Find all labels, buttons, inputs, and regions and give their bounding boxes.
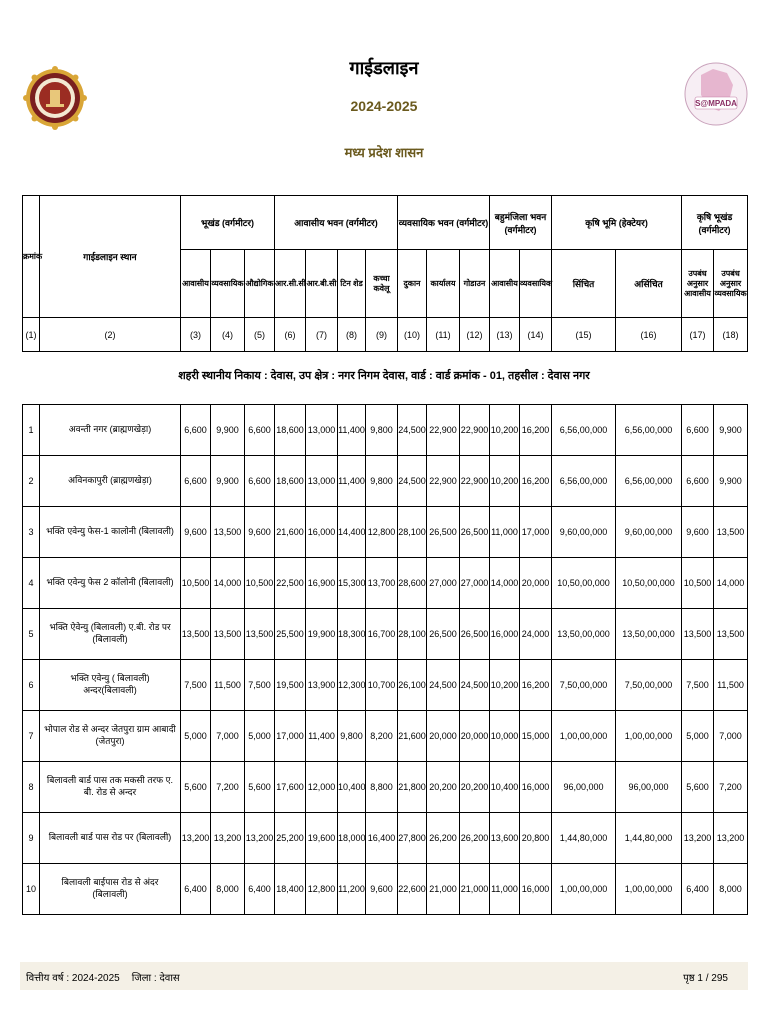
row-value: 9,900 xyxy=(211,456,245,507)
row-value: 10,50,00,000 xyxy=(616,558,682,609)
row-value: 19,900 xyxy=(306,609,338,660)
row-value: 1,44,80,000 xyxy=(616,813,682,864)
row-value: 10,500 xyxy=(181,558,211,609)
row-value: 13,700 xyxy=(366,558,398,609)
row-value: 20,800 xyxy=(520,813,552,864)
row-value: 8,000 xyxy=(211,864,245,915)
sub-kaccha: कच्चा कवेलू xyxy=(366,250,398,318)
page-title: गाईडलाइन xyxy=(349,58,419,78)
row-serial: 3 xyxy=(23,507,40,558)
row-value: 5,600 xyxy=(181,762,211,813)
row-value: 13,50,00,000 xyxy=(552,609,616,660)
row-value: 20,200 xyxy=(460,762,490,813)
row-value: 10,500 xyxy=(245,558,275,609)
row-serial: 10 xyxy=(23,864,40,915)
row-value: 6,600 xyxy=(245,405,275,456)
table-row xyxy=(23,711,748,762)
table-row xyxy=(23,813,748,864)
row-value: 1,44,80,000 xyxy=(552,813,616,864)
row-place: भक्ति एवेन्यु फेस 2 कॉलोनी (बिलावली) xyxy=(40,558,181,609)
column-number: (11) xyxy=(427,318,460,352)
row-value: 13,500 xyxy=(211,507,245,558)
column-number: (2) xyxy=(40,318,181,352)
row-value: 9,600 xyxy=(245,507,275,558)
row-value: 27,000 xyxy=(460,558,490,609)
row-value: 26,500 xyxy=(427,609,460,660)
sub-plot-res: आवासीय xyxy=(181,250,211,318)
row-value: 9,900 xyxy=(714,405,748,456)
table-row xyxy=(23,660,748,711)
row-value: 22,900 xyxy=(460,456,490,507)
row-value: 18,400 xyxy=(275,864,306,915)
row-value: 11,500 xyxy=(714,660,748,711)
row-value: 6,600 xyxy=(682,456,714,507)
row-place: बिलावली बार्ड पास रोड पर (बिलावली) xyxy=(40,813,181,864)
sub-ap-com xyxy=(714,250,748,318)
row-value: 21,800 xyxy=(398,762,427,813)
row-value: 16,000 xyxy=(306,507,338,558)
row-serial: 4 xyxy=(23,558,40,609)
row-value: 14,000 xyxy=(714,558,748,609)
row-value: 13,200 xyxy=(211,813,245,864)
row-value: 24,000 xyxy=(520,609,552,660)
row-value: 9,600 xyxy=(181,507,211,558)
row-value: 6,56,00,000 xyxy=(552,456,616,507)
footer-district: जिला : देवास xyxy=(131,973,180,984)
column-number: (15) xyxy=(552,318,616,352)
row-value: 21,600 xyxy=(275,507,306,558)
row-value: 28,600 xyxy=(398,558,427,609)
row-value: 7,000 xyxy=(714,711,748,762)
row-value: 10,200 xyxy=(490,456,520,507)
row-value: 18,300 xyxy=(338,609,366,660)
row-value: 14,000 xyxy=(490,558,520,609)
row-value: 11,000 xyxy=(490,864,520,915)
row-value: 1,00,00,000 xyxy=(616,711,682,762)
row-value: 14,000 xyxy=(211,558,245,609)
row-value: 7,200 xyxy=(714,762,748,813)
row-value: 16,000 xyxy=(520,864,552,915)
row-value: 13,200 xyxy=(714,813,748,864)
row-value: 17,000 xyxy=(520,507,552,558)
row-value: 22,900 xyxy=(427,456,460,507)
row-value: 8,800 xyxy=(366,762,398,813)
row-serial: 2 xyxy=(23,456,40,507)
table-row xyxy=(23,864,748,915)
sub-ap-com-line1: उपबंध xyxy=(721,268,740,278)
group-plot: भूखंड (वर्गमीटर) xyxy=(181,196,275,250)
row-value: 16,400 xyxy=(366,813,398,864)
group-residential: आवासीय भवन (वर्गमीटर) xyxy=(275,196,398,250)
row-value: 9,800 xyxy=(366,456,398,507)
row-value: 15,000 xyxy=(520,711,552,762)
row-place: बिलावली बाईपास रोड से अंदर (बिलावली) xyxy=(40,864,181,915)
row-value: 10,400 xyxy=(490,762,520,813)
row-place: भक्ति एवेन्यु ( बिलावली) अन्दर(बिलावली) xyxy=(40,660,181,711)
sub-ap-res-line2: अनुसार xyxy=(686,278,709,288)
table-row xyxy=(23,558,748,609)
row-value: 26,100 xyxy=(398,660,427,711)
row-value: 15,300 xyxy=(338,558,366,609)
row-value: 13,200 xyxy=(181,813,211,864)
row-value: 16,700 xyxy=(366,609,398,660)
col-place: गाईडलाइन स्थान xyxy=(40,196,181,318)
row-value: 17,000 xyxy=(275,711,306,762)
row-value: 8,200 xyxy=(366,711,398,762)
row-value: 11,400 xyxy=(306,711,338,762)
table-row xyxy=(23,405,748,456)
year-label: 2024-2025 xyxy=(350,98,418,114)
row-value: 17,600 xyxy=(275,762,306,813)
sub-rcc: आर.सी.सी xyxy=(275,250,306,318)
column-number-row xyxy=(23,318,748,352)
row-value: 22,900 xyxy=(460,405,490,456)
row-value: 9,800 xyxy=(366,405,398,456)
row-value: 12,800 xyxy=(366,507,398,558)
sub-ap-res-line1: उपबंध xyxy=(688,268,707,278)
row-place: भक्ति ऐवेन्यु (बिलावली) ए.बी. रोड पर (बिलावली) xyxy=(40,609,181,660)
row-value: 7,500 xyxy=(181,660,211,711)
column-number: (8) xyxy=(338,318,366,352)
guideline-data-table xyxy=(22,404,748,915)
page-footer xyxy=(20,962,748,990)
sub-shop: दुकान xyxy=(398,250,427,318)
row-value: 26,500 xyxy=(460,609,490,660)
footer-fy: वित्तीय वर्ष : 2024-2025 xyxy=(26,973,120,984)
group-agri-plot: कृषि भूखंड (वर्गमीटर) xyxy=(682,196,748,250)
row-value: 11,000 xyxy=(490,507,520,558)
row-value: 6,400 xyxy=(245,864,275,915)
sub-plot-ind: औद्योगिक xyxy=(245,250,275,318)
row-value: 10,700 xyxy=(366,660,398,711)
row-value: 13,000 xyxy=(306,405,338,456)
row-value: 13,200 xyxy=(682,813,714,864)
row-value: 10,000 xyxy=(490,711,520,762)
row-value: 20,000 xyxy=(520,558,552,609)
column-number: (7) xyxy=(306,318,338,352)
row-value: 24,500 xyxy=(398,405,427,456)
row-value: 16,200 xyxy=(520,660,552,711)
row-value: 5,000 xyxy=(181,711,211,762)
row-serial: 6 xyxy=(23,660,40,711)
group-agri-land: कृषि भूमि (हेक्टेयर) xyxy=(552,196,682,250)
sub-ms-res: आवासीय xyxy=(490,250,520,318)
row-value: 11,400 xyxy=(338,456,366,507)
row-value: 9,60,00,000 xyxy=(552,507,616,558)
row-value: 20,000 xyxy=(427,711,460,762)
row-value: 21,600 xyxy=(398,711,427,762)
row-serial: 9 xyxy=(23,813,40,864)
row-value: 21,000 xyxy=(460,864,490,915)
column-number: (18) xyxy=(714,318,748,352)
row-value: 19,600 xyxy=(306,813,338,864)
table-row xyxy=(23,609,748,660)
column-number: (12) xyxy=(460,318,490,352)
row-value: 20,200 xyxy=(427,762,460,813)
sub-ap-com-line3: व्यवसायिक xyxy=(714,288,747,298)
row-value: 28,100 xyxy=(398,507,427,558)
row-value: 13,50,00,000 xyxy=(616,609,682,660)
row-value: 25,500 xyxy=(275,609,306,660)
row-value: 9,600 xyxy=(682,507,714,558)
row-value: 16,900 xyxy=(306,558,338,609)
row-value: 26,500 xyxy=(460,507,490,558)
row-value: 6,56,00,000 xyxy=(552,405,616,456)
row-value: 26,200 xyxy=(460,813,490,864)
row-value: 12,800 xyxy=(306,864,338,915)
column-number: (4) xyxy=(211,318,245,352)
row-place: भक्ति एवेन्यु फेस-1 कालोनी (बिलावली) xyxy=(40,507,181,558)
row-value: 9,600 xyxy=(366,864,398,915)
row-value: 18,600 xyxy=(275,405,306,456)
row-value: 13,500 xyxy=(211,609,245,660)
group-commercial: व्यवसायिक भवन (वर्गमीटर) xyxy=(398,196,490,250)
row-value: 13,500 xyxy=(245,609,275,660)
table-row xyxy=(23,762,748,813)
column-number: (17) xyxy=(682,318,714,352)
row-value: 24,500 xyxy=(460,660,490,711)
row-value: 21,000 xyxy=(427,864,460,915)
row-value: 6,600 xyxy=(245,456,275,507)
row-value: 26,500 xyxy=(427,507,460,558)
group-multistorey: बहुमंजिला भवन (वर्गमीटर) xyxy=(490,196,552,250)
row-value: 13,600 xyxy=(490,813,520,864)
row-value: 7,200 xyxy=(211,762,245,813)
row-value: 20,000 xyxy=(460,711,490,762)
row-value: 6,56,00,000 xyxy=(616,456,682,507)
row-value: 6,400 xyxy=(682,864,714,915)
row-value: 9,800 xyxy=(338,711,366,762)
row-value: 8,000 xyxy=(714,864,748,915)
row-serial: 1 xyxy=(23,405,40,456)
row-value: 9,900 xyxy=(211,405,245,456)
row-value: 12,300 xyxy=(338,660,366,711)
row-value: 9,60,00,000 xyxy=(616,507,682,558)
row-value: 5,000 xyxy=(245,711,275,762)
row-value: 7,500 xyxy=(245,660,275,711)
row-serial: 7 xyxy=(23,711,40,762)
row-value: 5,600 xyxy=(682,762,714,813)
row-place: अविनकापुरी (ब्राह्मणखेड़ा) xyxy=(40,456,181,507)
row-value: 10,200 xyxy=(490,660,520,711)
row-place: भोपाल रोड से अन्दर जेतपुरा ग्राम आबादी (जेतपुरा) xyxy=(40,711,181,762)
col-serial: क्रमांक xyxy=(23,196,40,318)
sub-godown: गोडाउन xyxy=(460,250,490,318)
data-body xyxy=(23,405,748,915)
row-value: 24,500 xyxy=(398,456,427,507)
row-value: 13,200 xyxy=(245,813,275,864)
row-value: 13,000 xyxy=(306,456,338,507)
row-value: 26,200 xyxy=(427,813,460,864)
column-number: (1) xyxy=(23,318,40,352)
row-place: अवन्ती नगर (ब्राह्मणखेड़ा) xyxy=(40,405,181,456)
row-value: 25,200 xyxy=(275,813,306,864)
row-value: 5,600 xyxy=(245,762,275,813)
row-value: 1,00,00,000 xyxy=(552,864,616,915)
row-value: 6,56,00,000 xyxy=(616,405,682,456)
table-row xyxy=(23,507,748,558)
row-value: 27,800 xyxy=(398,813,427,864)
footer-page: पृष्ठ 1 / 295 xyxy=(683,973,728,984)
column-number: (10) xyxy=(398,318,427,352)
row-value: 7,50,00,000 xyxy=(552,660,616,711)
sub-irrigated: सिंचित xyxy=(552,250,616,318)
sub-unirrigated: असिंचित xyxy=(616,250,682,318)
row-value: 10,500 xyxy=(682,558,714,609)
column-number: (16) xyxy=(616,318,682,352)
row-value: 11,200 xyxy=(338,864,366,915)
row-value: 16,000 xyxy=(520,762,552,813)
sub-ms-com: व्यवसायिक xyxy=(520,250,552,318)
row-value: 10,200 xyxy=(490,405,520,456)
row-value: 12,000 xyxy=(306,762,338,813)
sub-ap-com-line2: अनुसार xyxy=(719,278,742,288)
row-value: 96,00,000 xyxy=(552,762,616,813)
column-number: (6) xyxy=(275,318,306,352)
row-value: 28,100 xyxy=(398,609,427,660)
row-value: 22,500 xyxy=(275,558,306,609)
row-value: 7,500 xyxy=(682,660,714,711)
sampada-logo-text: S@MPADA xyxy=(695,99,737,108)
section-title: शहरी स्थानीय निकाय : देवास, उप क्षेत्र : नगर निगम देवास, वार्ड : वार्ड क्रमांक - 01, तहसील : देवास नगर xyxy=(178,370,590,382)
row-value: 13,500 xyxy=(714,507,748,558)
row-value: 16,000 xyxy=(490,609,520,660)
column-number: (14) xyxy=(520,318,552,352)
column-number: (9) xyxy=(366,318,398,352)
row-value: 13,900 xyxy=(306,660,338,711)
row-value: 9,900 xyxy=(714,456,748,507)
sub-office: कार्यालय xyxy=(427,250,460,318)
row-value: 13,500 xyxy=(682,609,714,660)
row-value: 10,400 xyxy=(338,762,366,813)
row-value: 10,50,00,000 xyxy=(552,558,616,609)
row-value: 18,600 xyxy=(275,456,306,507)
row-value: 7,50,00,000 xyxy=(616,660,682,711)
column-number: (13) xyxy=(490,318,520,352)
govt-label: मध्य प्रदेश शासन xyxy=(344,145,424,160)
row-value: 6,600 xyxy=(181,456,211,507)
row-value: 14,400 xyxy=(338,507,366,558)
row-value: 6,600 xyxy=(181,405,211,456)
column-number: (3) xyxy=(181,318,211,352)
row-value: 11,500 xyxy=(211,660,245,711)
column-number: (5) xyxy=(245,318,275,352)
sub-rbc: आर.बी.सी xyxy=(306,250,338,318)
row-value: 24,500 xyxy=(427,660,460,711)
row-value: 6,400 xyxy=(181,864,211,915)
sub-ap-res-line3: आवासीय xyxy=(684,288,711,298)
row-place: बिलावली बार्ड पास तक मकसी तरफ ए. बी. रोड से अन्दर xyxy=(40,762,181,813)
sub-tin: टिन शेड xyxy=(338,250,366,318)
row-value: 16,200 xyxy=(520,456,552,507)
row-value: 13,500 xyxy=(714,609,748,660)
row-value: 7,000 xyxy=(211,711,245,762)
row-value: 16,200 xyxy=(520,405,552,456)
row-value: 18,000 xyxy=(338,813,366,864)
row-value: 19,500 xyxy=(275,660,306,711)
row-value: 5,000 xyxy=(682,711,714,762)
row-value: 27,000 xyxy=(427,558,460,609)
sub-ap-res xyxy=(682,250,714,318)
row-value: 6,600 xyxy=(682,405,714,456)
row-value: 22,900 xyxy=(427,405,460,456)
row-serial: 5 xyxy=(23,609,40,660)
sub-plot-com: व्यवसायिक xyxy=(211,250,245,318)
row-value: 13,500 xyxy=(181,609,211,660)
row-serial: 8 xyxy=(23,762,40,813)
row-value: 11,400 xyxy=(338,405,366,456)
row-value: 1,00,00,000 xyxy=(552,711,616,762)
row-value: 96,00,000 xyxy=(616,762,682,813)
row-value: 22,600 xyxy=(398,864,427,915)
header-table xyxy=(22,195,748,352)
table-row xyxy=(23,456,748,507)
row-value: 1,00,00,000 xyxy=(616,864,682,915)
